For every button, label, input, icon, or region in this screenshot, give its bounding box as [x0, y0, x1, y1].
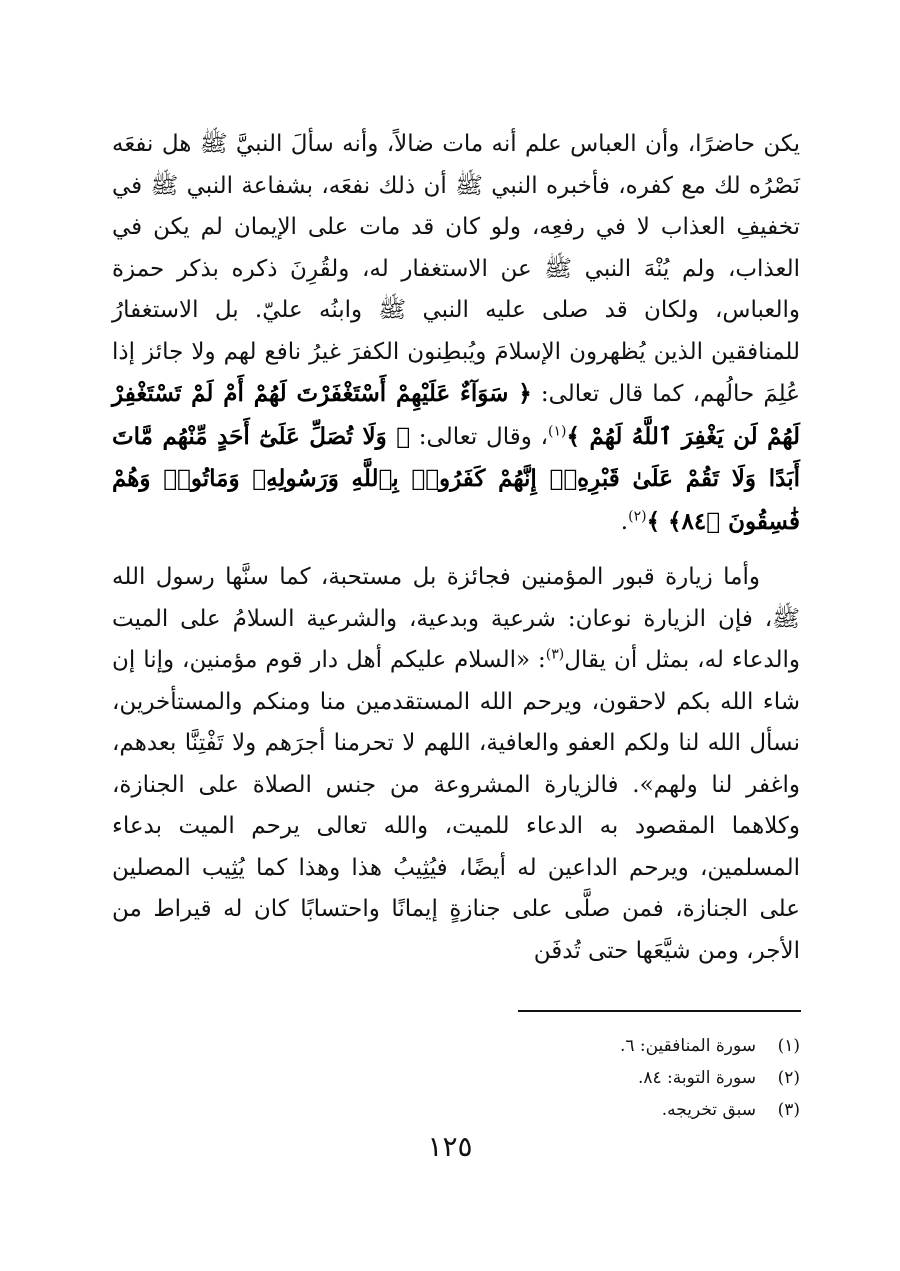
- paragraph-2-text-1: وأما زيارة قبور المؤمنين فجائزة بل مستحبة، كما سنَّها رسول الله ﷺ، فإن الزيارة نوعان: شرعية وبدعية، والشرعية السلامُ على الميت والدعاء له، بمثل أن يقال: [112, 564, 800, 673]
- page-number: ١٢٥: [427, 1130, 473, 1163]
- footnote-1-number: (١): [777, 1036, 800, 1056]
- footnote-2-number: (٢): [777, 1068, 800, 1088]
- footnote-ref-2: (٢): [628, 507, 647, 524]
- footnotes: [420, 1030, 800, 1126]
- paragraph-1-text-1: يكن حاضرًا، وأن العباس علم أنه مات ضالاً، وأنه سألَ النبيَّ ﷺ هل نفعَه نَصْرُه لك مع كفره، فأخبره النبي ﷺ أن ذلك نفعَه، بشفاعة النبي ﷺ في تخفيفِ العذاب لا في رفعِه، ولو كان قد مات على الإيمان لم يكن في العذاب، ولم يُنْهَ النبي ﷺ عن الاستغفار له، ولقُرِنَ ذكره بذكر حمزة والعباس، ولكان قد صلى عليه النبي ﷺ وابنُه عليّ. بل الاستغفارُ للمنافقين الذين يُظهرون الإسلامَ ويُبطِنون الكفرَ غيرُ نافع لهم ولا جائز إذا عُلِمَ حالُهم، كما قال تعالى:: [112, 131, 800, 407]
- quran-verse-2: ﴿ وَلَا تُصَلِّ عَلَىٰٓ أَحَدٍ مِّنْهُم مَّاتَ أَبَدًا وَلَا تَقُمْ عَلَىٰ قَبْرِهِۦٓ إِنَّهُمْ كَفَرُوا۟ بِٱللَّهِ وَرَسُولِهِۦ وَمَاتُوا۟ وَهُمْ فَٰسِقُونَ ﴿٨٤﴾ ﴾: [112, 422, 800, 535]
- footnote-3-text: سبق تخريجه.: [661, 1100, 756, 1120]
- main-text: [112, 124, 800, 972]
- footnote-2: [420, 1062, 800, 1094]
- footnote-ref-1: (١): [548, 422, 567, 439]
- footnote-divider: [518, 1010, 801, 1012]
- footnote-2-text: سورة التوبة: ٨٤.: [637, 1068, 756, 1088]
- quran-verse-1: ﴿ سَوَآءٌ عَلَيْهِمْ أَسْتَغْفَرْتَ لَهُمْ أَمْ لَمْ تَسْتَغْفِرْ لَهُمْ لَن يَغْفِرَ ٱللَّهُ لَهُمْ ﴾: [112, 380, 800, 450]
- footnote-ref-3: (٣): [545, 646, 565, 663]
- footnote-1: [420, 1030, 800, 1062]
- paragraph-1-text-3: .: [620, 508, 629, 535]
- paragraph-2-text-2: : «السلام عليكم أهل دار قوم مؤمنين، وإنا إن شاء الله بكم لاحقون، ويرحم الله المستقدمين منا ومنكم والمستأخرين، نسأل الله لنا ولكم العفو والعافية، اللهم لا تحرمنا أجرَهم ولا تَفْتِنَّا بعدهم، واغفر لنا ولهم». فالزيارة المشروعة من جنس الصلاة على الجنازة، وكلاهما المقصود به الدعاء للميت، والله تعالى يرحم الميت بدعاء المسلمين، ويرحم الداعين له أيضًا، فيُثِيبُ هذا وهذا كما يُثِيب المصلين على الجنازة، فمن صلَّى على جنازةٍ إيمانًا واحتسابًا كان له قيراط من الأجر، ومن شيَّعَها حتى تُدفَن: [112, 647, 800, 964]
- footnote-1-text: سورة المنافقين: ٦.: [619, 1036, 756, 1056]
- footnote-3-number: (٣): [777, 1100, 800, 1120]
- paragraph-1-text-2: ، وقال تعالى:: [410, 423, 549, 450]
- paragraph-2: [112, 557, 800, 972]
- paragraph-1: [112, 124, 800, 543]
- footnote-3: [420, 1094, 800, 1126]
